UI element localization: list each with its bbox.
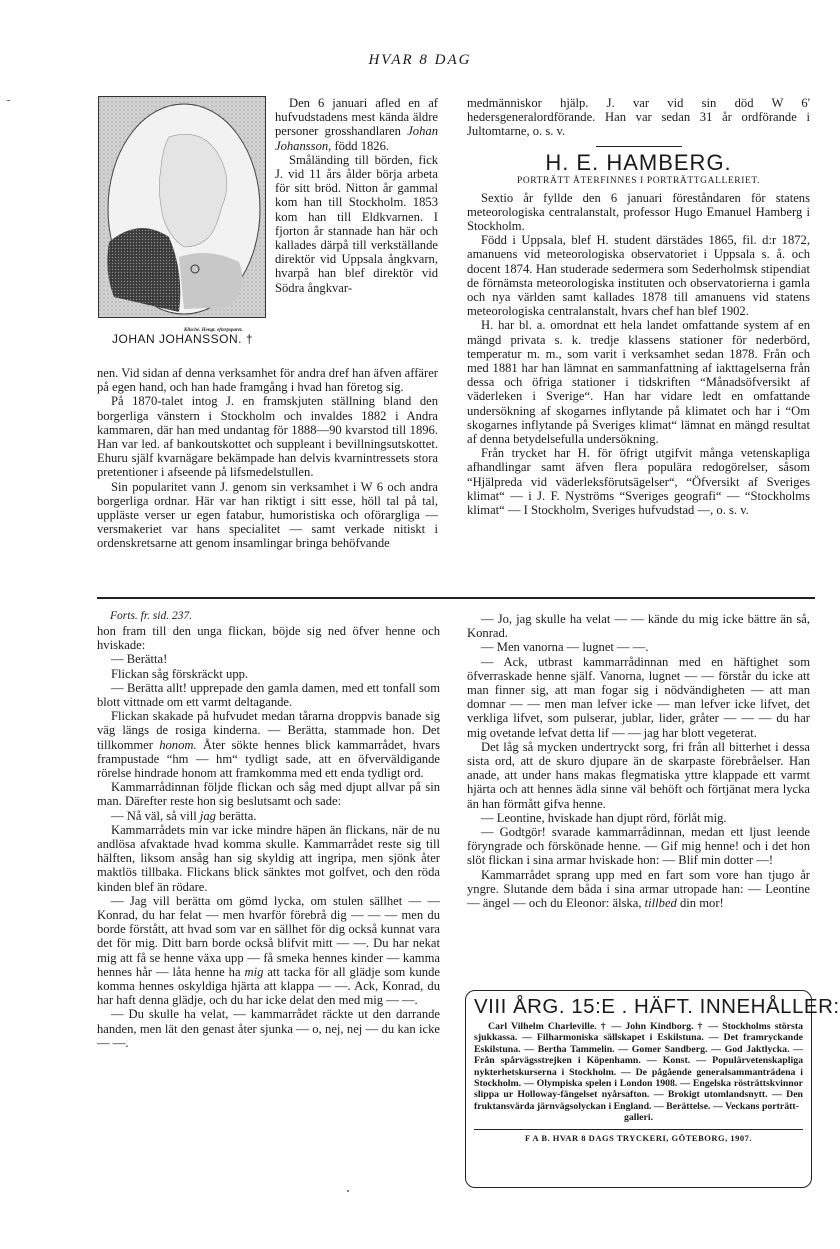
story-paragraph: — Leontine, hviskade han djupt rörd, förlåt mig. [481,810,727,825]
print-speck [7,100,10,101]
obituary-paragraph: nen. Vid sidan af denna verksamhet för andra dref han äfven affärer på egen hand, och han hade framgång i hvad han företog sig. [97,366,438,395]
story-paragraph: hon fram till den unga flickan, böjde sig ned öfver henne och hviskade: [97,624,440,653]
hamberg-paragraph: Från trycket har H. för öfrigt utgifvit många vetenskapliga afhandlingar samt äfven flera populära redogörelser, såsom “Hjälpreda vid väderleksförutsägelser“, “Öfversikt af Sveriges klimat“ — i J. F. Nyströms “Sveriges geografi“ — “Stockholms klimat“ — I Stockholm, Sveriges hufvudstad —, o. s. v. [467,446,810,518]
obituary-paragraph: Småländing till börden, fick J. vid 11 års ålder börja arbeta för sitt bröd. Nitton år gammal kom han till Stockholm. 1853 kom han till Eldkvarnen. I fjorton år stannade han här och kallades därpå till verkställande direktör vid Uppsala ångkvarn, hvarpå han blef direktör vid Södra ångkvar- [275,152,438,295]
photo-credit: Klisché. Hengt. efterpsparet. [184,328,243,333]
obituary-float-text [275,96,438,295]
story-right-column [467,612,810,910]
issue-contents-box [465,990,840,1188]
print-speck [347,1190,349,1192]
obituary-body [97,366,438,551]
contents-divider [474,1129,803,1130]
story-paragraph: Det låg så mycken undertryckt sorg, fri från all bitterhet i dessa sista ord, att de skuro djupare än de skarpaste förebråelser. Han anade, att under hans makas flegmatiska yttre klappade ett varmt hjärta och att hennes ädla sinne väl behöft och förtjänat mera lycka än han förmått gifva henne. [467,739,810,811]
story-paragraph: — Godtgör! svarade kammarrådinnan, medan ett ljust leende föryngrade och förskönade henne. — Gif mig henne! och i det hon slöt flickan i sina armar hviskade hon: — Blif min dotter —! [467,825,810,868]
continued-from-note: Forts. fr. sid. 237. [110,610,193,622]
article-subtitle: PORTRÄTT ÅTERFINNES I PORTRÄTTGALLERIET. [516,175,761,186]
article-title-hamberg: H. E. HAMBERG. [545,149,732,175]
story-paragraph: Kammarrådet sprang upp med en fart som vore han tjugo år yngre. Slutande dem båda i sina armar utropade han: — Leontine — ängel — och du Eleonor: älska, tillbed din mor! [467,867,810,911]
story-paragraph: — Nå väl, så vill jag berätta. [111,808,257,823]
story-paragraph: — Jo, jag skulle ha velat — — kände du mig icke bättre än så, Konrad. [467,612,810,641]
story-paragraph: Kammarrådinnan följde flickan och såg med djupt allvar på sin man. Därefter reste hon sig beslutsamt och sade: [97,780,440,809]
story-paragraph: Kammarrådets min var icke mindre häpen än flickans, när de nu andlösa afvaktade hvad komma skulle. Kammarrådet reste sig till hälften, liksom ansåg han sig skyldig att ingripa, men sjönk åter maktlös tillbaka. Flickans blick sänktes mot golfvet, och den röda kinden blef än rödare. [97,822,440,894]
story-paragraph: — Berätta! [111,652,168,667]
running-header: HVAR 8 DAG [368,52,472,68]
story-paragraph: — Berätta allt! upprepade den gamla damen, med ett tonfall som blott vittnade om ett varmt deltagande. [97,680,440,710]
story-paragraph: — Men vanorna — lugnet — —. [481,640,649,655]
obituary-paragraph: På 1870-talet intog J. en framskjuten ställning bland den borgerliga vänstern i Stockholm och invaldes 1882 i Andra kammaren, där han med undantag för 1888—90 kvarstod till 1896. Han var led. af bankoutskottet och suppleant i bevillningsutskottet. Ehuru själf kvarnägare bekämpade han delvis kvarnintressets stora pretentioner i afseende på lifsmedelstullen. [97,394,438,480]
obituary-paragraph: Sin popularitet vann J. genom sin verksamhet i W 6 och andra borgerliga ordnar. Här var han riktigt i sitt esse, höll tal på tal, uppläste verser ur egen fatabur, humoristiska och oförargliga — versmakeriet var hans specialitet — samt verkade nitiskt i ordenskretsarne att genom insamlingar bringa behöfvande [97,479,438,551]
printer-imprint: F A B. HVAR 8 DAGS TRYCKERI, GÖTEBORG, 1907. [525,1132,752,1143]
story-paragraph: — Jag vill berätta om gömd lycka, om stulen sällhet — — Konrad, du har felat — men hvarför förebrå dig — — — men du borde förstått, att hvad som var en sällhet för dig också kunnat vara det för mig. Ditt barn borde också blifvit mitt — —. Du har nekat mig att få se henne växa upp — få smeka hennes kinder — kamma hennes hår — låta henne ha mig att tacka för all glädje som kunde komma hennes oskyldiga hjärta att klappa — —. Ack, Konrad, du har haft denna glädje, och du har icke delat den med mig — —. [97,893,440,1008]
portrait-image-johan-johansson [98,96,266,318]
horizontal-rule [97,597,815,599]
contents-title: VIII ÅRG. 15:E . HÄFT. INNEHÅLLER: [474,995,840,1018]
story-paragraph: Flickan såg förskräckt upp. [111,666,249,681]
hamberg-paragraph: H. har bl. a. omordnat ett hela landet omfattande system af en mängd privata s. k. tredje klassens stationer för nederbörd, temperatur m. m., som varit i verksamhet sedan 1878. Från och med 1881 har han lämnat en sammanfattning af iakttagelserna från dessa och öfriga stationer i tidskriften “Månadsöfversikt af väderleken i Sverige“. Han har vidare ledt en omfattande undersökning af skogarnes inflytande på klimatet och har i “Om skogarnes inflytande på Sveriges klimat“ lämnat en mängd resultat af denna betydelsefulla undersökning. [467,318,810,447]
portrait-caption: JOHAN JOHANSSON. † [112,332,254,346]
story-paragraph: — Ack, utbrast kammarrådinnan med en häftighet som öfverraskade henne själf. Vanorna, lugnet — — förstår du icke att man finner sig, att man fogar sig i nödvändigheten — att man domnar — — men man lefver icke — man lefver icke lifvet, det verkliga lifvet, som pulserar, jublar, lider, gråter — — — du har mig ovetande lefvat detta lif — — jag har blott vegeterat. [467,654,810,740]
hamberg-paragraph: Född i Uppsala, blef H. student därstädes 1865, fil. d:r 1872, amanuens vid meteorologiska observatoriet i Uppsala s. å. och docent 1874. Han studerade sedermera som Sederholmsk stipendiat de förnämsta meteorologiska instituten och observatorierna i gamla och nya världen samt kallades 1878 till amanuens vid statens meteorologiska centralanstalt, hvars chef han blef 1902. [467,233,810,319]
story-paragraph: Flickan skakade på hufvudet medan tårarna droppvis banade sig väg längs de rosiga kinderna. — Berätta, stammade hon. Det tillkommer honom. Åter sökte hennes blick kammarrådet, hvars frampustade “hm — hm“ tydligt sade, att en öfverväldigande rörelse hindrade honom att framkomma med ett enda tydligt ord. [97,709,440,781]
obituary-continuation: medmänniskor hjälp. J. var vid sin död W 6' hedersgeneralordförande. Han var sedan 31 år ordförande i Jultomtarne, o. s. v. [467,96,810,139]
obituary-paragraph: Den 6 januari afled en af hufvudstadens mest kända äldre personer grosshandlaren Johan Johansson, född 1826. [275,96,438,153]
portrait-engraving-icon [99,97,265,317]
right-column-top [467,96,810,517]
hamberg-paragraph: Sextio år fyllde den 6 januari föreståndaren för statens meteorologiska centralanstalt, professor Hugo Emanuel Hamberg i Stockholm. [467,190,810,234]
story-paragraph: — Du skulle ha velat, — kammarrådet räckte ut den darrande handen, men lät den genast åter sjunka — o, nej, nej — du kan icke — —. [97,1007,440,1050]
story-left-column [97,624,440,1050]
contents-list: Carl Vilhelm Charleville. † — John Kindborg. † — Stockholms största sjukkassa. — Filharmoniska sällskapet i Eskilstuna. — Det framryckande Eskilstuna. — Bertha Tammelin. — Gomer Sandberg. — God Jaktlycka. — Från spårvägsstrejken i Köpenhamn. — Konst. — Populärvetenskapliga nykterhetskurserna i Stockholm. — De pågående generalsammanträdena i Stockholm. — Olympiska spelen i London 1908. — Engelska rösträttskvinnor slippa ur Holloway-fängelset nyårsafton. — Brokigt utomlandsnytt. — Den fruktansvärda järnvägsolyckan i England. — Berättelse. — Veckans porträtt- galleri. [474,1021,803,1124]
section-divider [596,146,682,147]
